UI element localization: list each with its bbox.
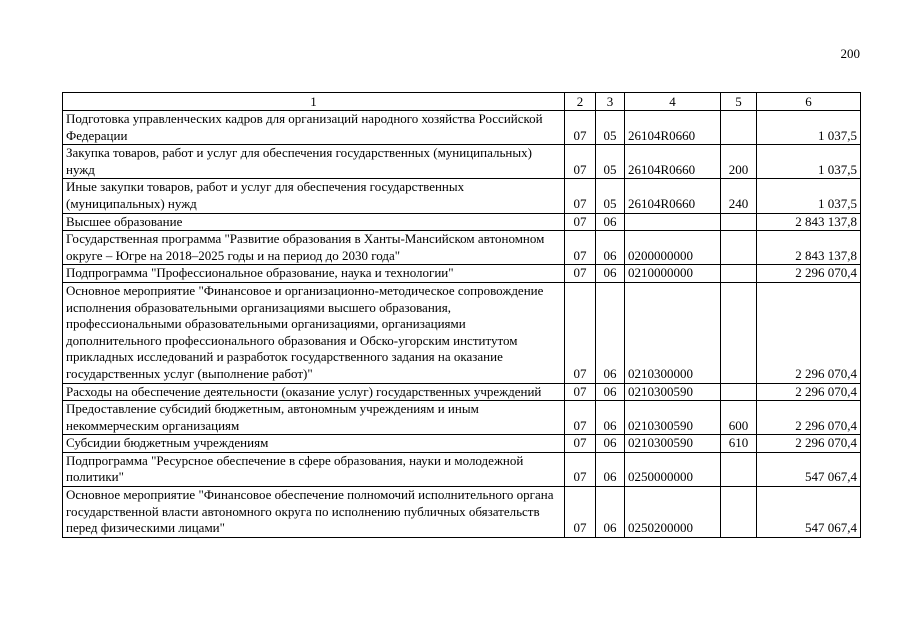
table-row <box>63 111 861 145</box>
row-section: 07 <box>565 452 596 486</box>
row-subsection: 05 <box>596 111 625 145</box>
header-col-4: 4 <box>625 93 721 111</box>
row-target-article: 0250000000 <box>625 452 721 486</box>
row-subsection: 06 <box>596 383 625 401</box>
row-expense-type: 200 <box>721 145 757 179</box>
row-subsection: 06 <box>596 401 625 435</box>
header-col-3: 3 <box>596 93 625 111</box>
row-target-article: 0200000000 <box>625 231 721 265</box>
row-description: Подготовка управленческих кадров для организаций народного хозяйства Российской Федерации <box>63 111 565 145</box>
row-section: 07 <box>565 265 596 283</box>
row-description: Закупка товаров, работ и услуг для обеспечения государственных (муниципальных) нужд <box>63 145 565 179</box>
table-body <box>63 111 861 538</box>
row-target-article: 0210300000 <box>625 282 721 383</box>
row-subsection: 06 <box>596 231 625 265</box>
row-target-article: 26104R0660 <box>625 179 721 213</box>
row-target-article <box>625 213 721 231</box>
budget-table <box>62 92 861 538</box>
table-header-row <box>63 93 861 111</box>
row-section: 07 <box>565 213 596 231</box>
row-target-article: 0210300590 <box>625 383 721 401</box>
row-amount: 2 296 070,4 <box>757 383 861 401</box>
row-target-article: 26104R0660 <box>625 145 721 179</box>
table-row <box>63 265 861 283</box>
row-amount: 1 037,5 <box>757 145 861 179</box>
row-subsection: 06 <box>596 282 625 383</box>
row-section: 07 <box>565 487 596 538</box>
row-expense-type <box>721 265 757 283</box>
header-col-5: 5 <box>721 93 757 111</box>
header-col-6: 6 <box>757 93 861 111</box>
row-subsection: 06 <box>596 435 625 453</box>
row-expense-type: 610 <box>721 435 757 453</box>
row-description: Основное мероприятие "Финансовое и организационно-методическое сопровождение исполнения образовательными организациями высшего образования, профессиональными образовательными организациями, организациями дополнительного профессионального образования и Обско-угорским институтом прикладных исследований и разработок государственного задания на оказание государственных услуг (выполнение работ)" <box>63 282 565 383</box>
table-row <box>63 383 861 401</box>
table-row <box>63 487 861 538</box>
row-expense-type <box>721 452 757 486</box>
row-subsection: 06 <box>596 487 625 538</box>
row-expense-type <box>721 282 757 383</box>
row-section: 07 <box>565 401 596 435</box>
header-col-2: 2 <box>565 93 596 111</box>
row-section: 07 <box>565 111 596 145</box>
row-expense-type <box>721 487 757 538</box>
row-expense-type <box>721 213 757 231</box>
row-description: Высшее образование <box>63 213 565 231</box>
row-amount: 2 843 137,8 <box>757 213 861 231</box>
row-amount: 547 067,4 <box>757 487 861 538</box>
row-subsection: 05 <box>596 145 625 179</box>
row-amount: 2 296 070,4 <box>757 435 861 453</box>
row-section: 07 <box>565 383 596 401</box>
row-subsection: 06 <box>596 452 625 486</box>
row-description: Государственная программа "Развитие образования в Ханты-Мансийском автономном округе – Югре на 2018–2025 годы и на период до 2030 года" <box>63 231 565 265</box>
row-amount: 2 296 070,4 <box>757 282 861 383</box>
table-row <box>63 179 861 213</box>
row-target-article: 0210300590 <box>625 435 721 453</box>
row-section: 07 <box>565 231 596 265</box>
row-amount: 2 296 070,4 <box>757 265 861 283</box>
table-row <box>63 231 861 265</box>
row-expense-type <box>721 111 757 145</box>
row-subsection: 06 <box>596 213 625 231</box>
row-description: Основное мероприятие "Финансовое обеспечение полномочий исполнительного органа государственной власти автономного округа по исполнению публичных обязательств перед физическими лицами" <box>63 487 565 538</box>
row-description: Подпрограмма "Ресурсное обеспечение в сфере образования, науки и молодежной политики" <box>63 452 565 486</box>
table-row <box>63 401 861 435</box>
row-target-article: 0210300590 <box>625 401 721 435</box>
row-target-article: 0250200000 <box>625 487 721 538</box>
page-number: 200 <box>840 46 860 61</box>
table-row <box>63 282 861 383</box>
row-description: Иные закупки товаров, работ и услуг для обеспечения государственных (муниципальных) нужд <box>63 179 565 213</box>
row-section: 07 <box>565 179 596 213</box>
row-amount: 2 843 137,8 <box>757 231 861 265</box>
row-description: Расходы на обеспечение деятельности (оказание услуг) государственных учреждений <box>63 383 565 401</box>
row-subsection: 05 <box>596 179 625 213</box>
row-expense-type: 600 <box>721 401 757 435</box>
row-target-article: 26104R0660 <box>625 111 721 145</box>
row-expense-type <box>721 383 757 401</box>
row-target-article: 0210000000 <box>625 265 721 283</box>
row-amount: 547 067,4 <box>757 452 861 486</box>
row-subsection: 06 <box>596 265 625 283</box>
row-description: Предоставление субсидий бюджетным, автономным учреждениям и иным некоммерческим организациям <box>63 401 565 435</box>
row-expense-type: 240 <box>721 179 757 213</box>
row-expense-type <box>721 231 757 265</box>
table-row <box>63 213 861 231</box>
row-description: Субсидии бюджетным учреждениям <box>63 435 565 453</box>
row-section: 07 <box>565 435 596 453</box>
row-section: 07 <box>565 282 596 383</box>
row-section: 07 <box>565 145 596 179</box>
table-row <box>63 145 861 179</box>
table-row <box>63 435 861 453</box>
row-description: Подпрограмма "Профессиональное образование, наука и технологии" <box>63 265 565 283</box>
row-amount: 2 296 070,4 <box>757 401 861 435</box>
table-row <box>63 452 861 486</box>
row-amount: 1 037,5 <box>757 111 861 145</box>
row-amount: 1 037,5 <box>757 179 861 213</box>
header-col-1: 1 <box>63 93 565 111</box>
